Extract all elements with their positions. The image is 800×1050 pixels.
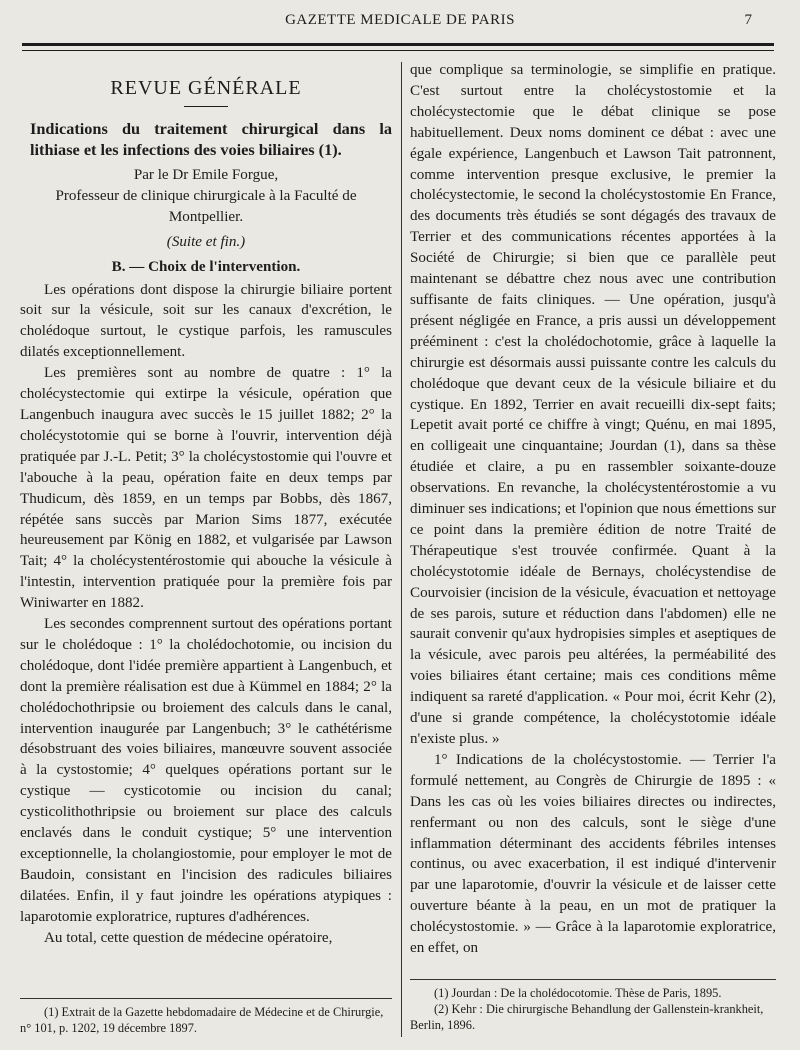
footnote-rule — [410, 979, 776, 980]
column-divider — [401, 62, 402, 1037]
paragraph: 1° Indications de la cholécystostomie. — Terrier l'a formulé nettement, au Congrès de Chirurgie de 1895 : « Dans les cas où les voies biliaires directes ou indirectes, renfermant ou non des calculs, sont le siège d'une inflammation déterminant des accidents fébriles intenses continus, ou avec exacerbation, il est indiqué d'intervenir par une laparotomie, d'ouvrir la vésicule et de laisser cette ouverture béante à la peau, en un mot de pratiquer la cholécystostomie. » — Grâce à la laparotomie exploratrice, en effet, on — [410, 751, 776, 957]
page-number: 7 — [744, 12, 752, 28]
section-title: REVUE GÉNÉRALE — [110, 77, 302, 99]
left-footnote-area — [20, 993, 392, 1036]
continuation-note: (Suite et fin.) — [166, 233, 246, 250]
paragraph: Les opérations dont dispose la chirurgie biliaire portent soit sur la vésicule, soit sur les canaux d'excrétion, le cholédoque surtout, le cystique parfois, les ramuscules dilatés exceptionnellement. — [20, 281, 392, 361]
paragraph: que complique sa terminologie, se simplifie en pratique. C'est surtout entre la cholécystostomie et la cholécystectomie que le débat clinique se pose habituellement. Deux noms dominent ce débat : avec une égale expérience, Langenbuch et Lawson Tait patronnent, comme intervention presque exclusive, le premier la cholécystectomie, le second la cholécystostomie En France, des documents très étudiés se sont dégagés des travaux de Terrier et des communications récentes apportées à la Société de Chirurgie; si bien que ce parallèle peut maintenant se débattre chez nous avec une contribution suffisante de faits cliniques. — Une opération, jusqu'à présent négligée en France, a pris aussi un développement prééminent : c'est la cholédochotomie, grâce à laquelle la chirurgie est désormais aussi puissante contre les calculs du cholédoque que devant ceux de la vésicule biliaire et du cystique. En 1892, Terrier en avait recueilli dix-sept faits; Lepetit avait porté ce chiffre à vingt; Quénu, en mai 1895, en colligeait une cinquantaine; Jourdan (1), dans sa thèse étudiée et claire, a pu en rassembler soixante-douze observations. En revanche, la cholécystentérostomie a vu diminuer ses indications; et l'opinion que nous émettions sur ce point dans la première édition de notre Traité de Thérapeutique s'est trouvée confirmée. Quant à la cholécystotomie idéale de Bernays, cholécystendise de Courvoisier (incision de la vésicule, évacuation et nettoyage de ses parois, suture et réduction dans l'abdomen) elle ne saurait convenir qu'aux hydropisies simples et aseptiques de la vésicule, avec parois peu altérées, la perméabilité des voies biliaires étant certaine; mais ces conditions même indiquent sa rareté d'application. « Pour moi, écrit Kehr (2), d'une si grande compétence, la cholécystotomie idéale n'existe plus. » — [410, 62, 776, 747]
journal-title: GAZETTE MEDICALE DE PARIS — [285, 12, 515, 28]
affiliation: Professeur de clinique chirurgicale à la Faculté de Montpellier. — [55, 187, 357, 225]
footnote: (1) Jourdan : De la cholédocotomie. Thèse de Paris, 1895. — [434, 986, 722, 1000]
footnote: (1) Extrait de la Gazette hebdomadaire de Médecine et de Chirurgie, n° 101, p. 1202, 19 décembre 1897. — [20, 1005, 384, 1035]
header-rule-thick — [22, 43, 774, 46]
title-rule — [184, 106, 228, 107]
article-title: Indications du traitement chirurgical dans la lithiase et les infections des voies biliaires (1). — [30, 119, 392, 159]
header-rule-thin — [22, 50, 774, 51]
paragraph: Les premières sont au nombre de quatre : 1° la cholécystectomie qui extirpe la vésicule, opération que Langenbuch inaugura avec succès le 15 juillet 1882; 2° la cholécystotomie qui se borne à l'ouvrir, intervention déjà pratiquée par J.-L. Petit; 3° la cholécystostomie qui l'ouvre et l'abouche à la peau, opération faite en deux temps par Thudicum, dès 1859, en un temps par Bobbs, dès 1867, répétée sans succès par Marion Sims 1877, exécutée heureusement par König en 1882, et vulgarisée par Lawson Tait; 4° la cholécystentérostomie qui abouche la vésicule à l'intestin, intervention pratiquée pour la première fois par Winiwarter en 1882. — [20, 365, 392, 612]
page-header — [0, 12, 800, 34]
byline: Par le Dr Emile Forgue, — [133, 167, 279, 183]
right-column — [410, 60, 776, 959]
subsection-heading: B. — Choix de l'intervention. — [111, 258, 301, 275]
right-footnote-area — [410, 974, 776, 1033]
left-column — [20, 60, 392, 949]
footnote: (2) Kehr : Die chirurgische Behandlung der Gallenstein-krankheit, Berlin, 1896. — [410, 1002, 764, 1032]
footnote-rule — [20, 998, 392, 999]
paragraph: Les secondes comprennent surtout des opérations portant sur le cholédoque : 1° la cholédochotomie, ou incision du cholédoque, dont l'idée première appartient à Langenbuch, et dont la première réalisation est due à Kümmel en 1884; 2° la cholédochothripsie ou broiement des calculs dans le canal, intervention inaugurée par Langenbuch; 3° le cathétérisme désobstruant des voies biliaires, manœuvre souvent associée à la cystostomie; 4° quelques opérations portant sur le cystique — cysticotomie ou incision du canal; cysticolithothripsie ou broiement sur place des calculs enclavés dans le conduit cystique; 5° une intervention exceptionnelle, la cholangiostomie, pour employer le mot de Baudoin, consistant en l'incision des radicules biliaires dilatées. Enfin, il y faut joindre les opérations atypiques : laparotomie exploratrice, ruptures d'adhérences. — [20, 616, 392, 925]
paragraph: Au total, cette question de médecine opératoire, — [44, 929, 333, 946]
